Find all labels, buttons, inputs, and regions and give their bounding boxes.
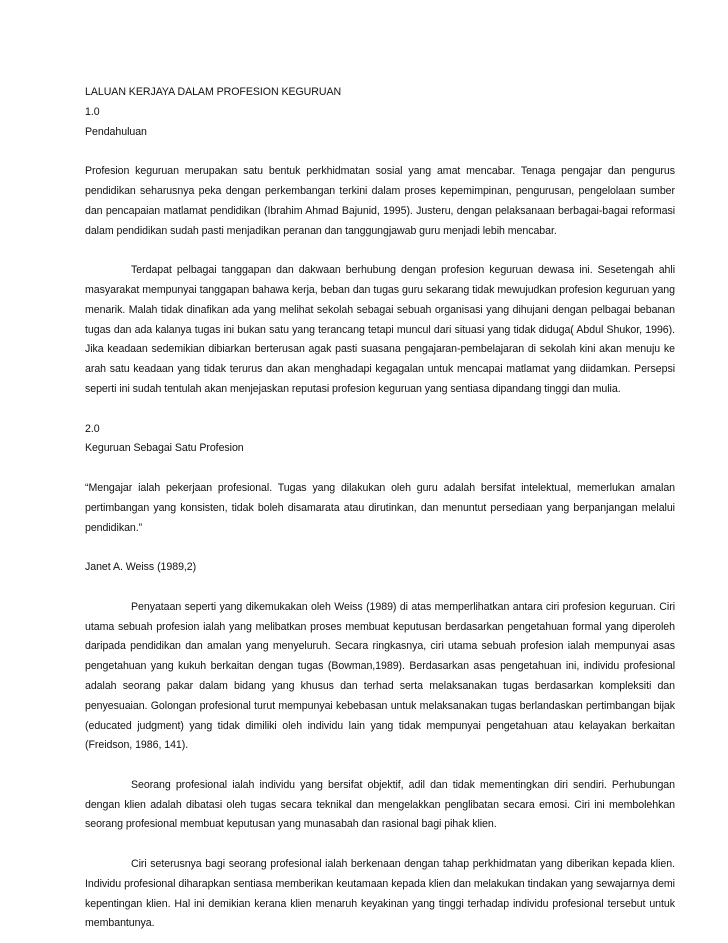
paragraph: Seorang profesional ialah individu yang bersifat objektif, adil dan tidak mementingkan diri sendiri. Perhubungan dengan klien adalah dibatasi oleh tugas secara teknikal dan mengelakkan penglibatan secara emosi. Ciri ini membolehkan seorang profesional membuat keputusan yang munasabah dan rasional bagi pihak klien. — [85, 778, 675, 831]
paragraph: Ciri seterusnya bagi seorang profesional ialah berkenaan dengan tahap perkhidmatan yang diberikan kepada klien. Individu profesional diharapkan sentiasa memberikan keutamaan kepada klien dan melakukan tindakan yang sewajarnya demi kepentingan klien. Hal ini demikian kerana klien menaruh keyakinan yang tinggi terhadap individu profesional tersebut untuk membantunya. — [85, 858, 675, 930]
section-2-number: 2.0 — [85, 422, 100, 435]
section-2-heading: Keguruan Sebagai Satu Profesion — [85, 442, 244, 455]
paragraph: Terdapat pelbagai tanggapan dan dakwaan berhubung dengan profesion keguruan dewasa ini. Sesetengah ahli masyarakat mempunyai tanggapan bahawa kerja, beban dan tugas guru sekarang tidak mewujudkan profesion keguruan yang menarik. Malah tidak dinafikan ada yang melihat sekolah sebagai sebuah organisasi yang dihujani dengan pelbagai bebanan tugas dan ada kalanya tugas ini bukan satu yang terancang tetapi muncul dari situasi yang tidak diduga( Abdul Shukor, 1996). Jika keadaan sedemikian dibiarkan berterusan agak pasti suasana pengajaran-pembelajaran di sekolah kini akan menuju ke arah satu keadaan yang tidak terurus dan akan menghadapi kegagalan untuk mencapai matlamat yang diidamkan. Persepsi seperti ini sudah tentulah akan menjejaskan reputasi profesion keguruan yang sentiasa dipandang tinggi dan mulia. — [85, 264, 675, 395]
document-title: LALUAN KERJAYA DALAM PROFESION KEGURUAN — [85, 86, 342, 98]
section-1-heading: Pendahuluan — [85, 125, 147, 138]
document-page — [85, 83, 675, 934]
quote-source: Janet A. Weiss (1989,2) — [85, 561, 197, 574]
paragraph: Profesion keguruan merupakan satu bentuk perkhidmatan sosial yang amat mencabar. Tenaga pengajar dan pengurus pendidikan seharusnya peka dengan perkembangan terkini dalam proses kepemimpinan, pengurusan, pengelolaan sumber dan pencapaian matlamat pendidikan (Ibrahim Ahmad Bajunid, 1995). Justeru, dengan pelaksanaan berbagai-bagai reformasi dalam pendidikan sudah pasti menjadikan peranan dan tanggungjawab guru menjadi lebih mencabar. — [85, 165, 675, 237]
paragraph: Penyataan seperti yang dikemukakan oleh Weiss (1989) di atas memperlihatkan antara ciri profesion keguruan. Ciri utama sebuah profesion ialah yang melibatkan proses membuat keputusan berdasarkan pengetahuan formal yang diperoleh daripada pendidikan dan amalan yang menyeluruh. Secara ringkasnya, ciri utama sebuah profesion ialah mempunyai asas pengetahuan yang kukuh berkaitan dengan tugas (Bowman,1989). Berdasarkan asas pengetahuan ini, individu profesional adalah seorang pakar dalam bidang yang khusus dan terhad serta melaksanakan tugas berdasarkan kompleksiti dan penyesuaian. Golongan profesional turut mempunyai kebebasan untuk melaksanakan tugas berlandaskan pertimbangan bijak (educated judgment) yang tidak dimiliki oleh individu lain yang tidak mempunyai pengetahuan atau kelayakan berkaitan (Freidson, 1986, 141). — [85, 600, 675, 752]
section-1-number: 1.0 — [85, 105, 100, 118]
block-quote: “Mengajar ialah pekerjaan profesional. Tugas yang dilakukan oleh guru adalah bersifat intelektual, memerlukan amalan pertimbangan yang konsisten, tidak boleh disamarata atau dirutinkan, dan menuntut persediaan yang berpanjangan melalui pendidikan.” — [85, 481, 675, 534]
